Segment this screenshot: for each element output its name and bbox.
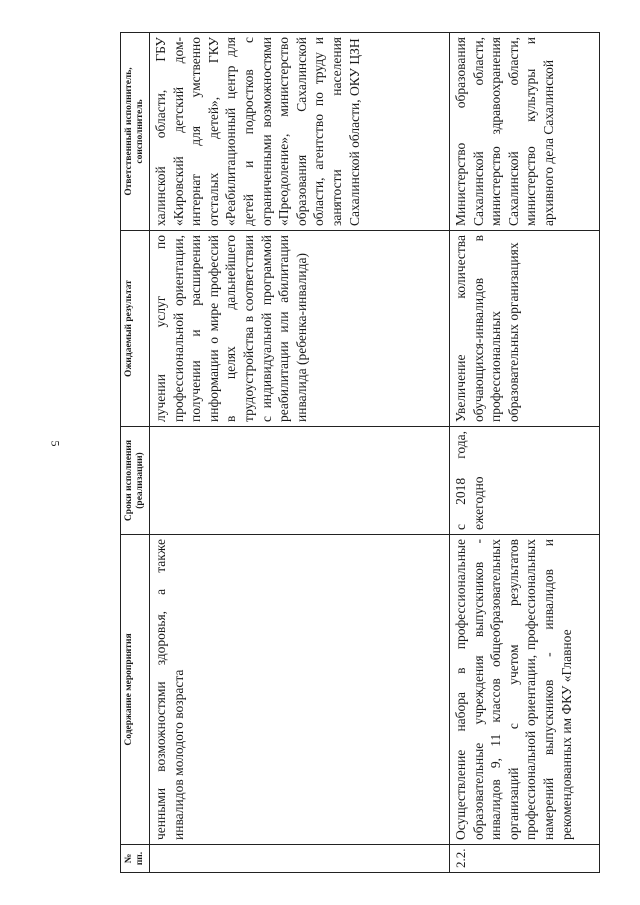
rotated-page (88, 0, 608, 905)
row-num: 2.2. (450, 845, 600, 873)
row-content: ченными возможностями здоровья, а также инвалидов молодого возраста (150, 535, 450, 845)
header-result: Ожидаемый результат (121, 231, 150, 427)
row-result: лучении услуг по профессиональной ориентации, получении и расширении информации о мире профессий в целях дальнейшего трудоустройства в соответствии с индивидуальной программой реабилитации или абилитации инвалида (ребенка-инвалида) (150, 231, 450, 427)
row-num (150, 845, 450, 873)
table-row (450, 33, 600, 873)
measures-table (120, 32, 600, 873)
row-result: Увеличение количества обучающихся-инвалидов в профессиональных образовательных организациях (450, 231, 600, 427)
table-header-row (121, 33, 150, 873)
page-number: 5 (48, 440, 63, 447)
row-deadline (150, 427, 450, 535)
header-responsible: Ответственный исполнитель, соисполнитель (121, 33, 150, 231)
row-content: Осуществление набора в профессиональные образовательные учреждения выпускников - инвалидов 9, 11 классов общеобразовательных организаций с учетом результатов профессиональной ориентации, профессиональных намерений выпускников - инвалидов и рекомендованных им ФКУ «Главное (450, 535, 600, 845)
row-responsible: Министерство образования Сахалинской области, министерство здравоохранения Сахалинской области, министерство культуры и архивного дела Сахалинской (450, 33, 600, 231)
header-deadline: Сроки исполнения (реализации) (121, 427, 150, 535)
header-num: № пп. (121, 845, 150, 873)
header-content: Содержание мероприятия (121, 535, 150, 845)
table-row (150, 33, 450, 873)
row-deadline: с 2018 года, ежегодно (450, 427, 600, 535)
row-responsible: халинской области, ГБУ «Кировский детский дом-интернат для умственно отсталых детей», ГКУ «Реабилитационный центр для детей и подростков с ограниченными возможностями «Преодоление», министерство образования Сахалинской области, агентство по труду и занятости населения Сахалинской области, ОКУ ЦЗН (150, 33, 450, 231)
